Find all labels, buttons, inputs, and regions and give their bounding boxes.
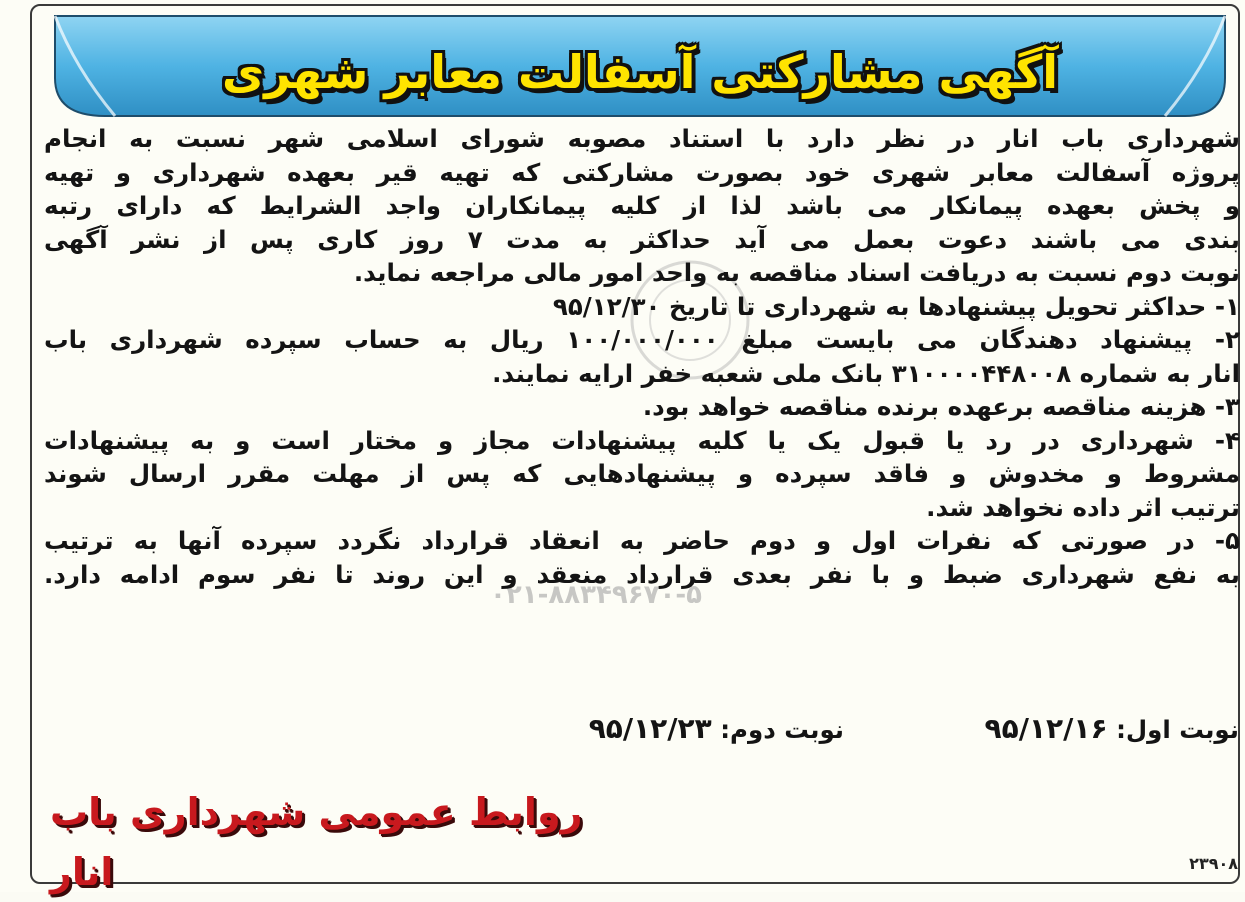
clause-4-end: ترتیب اثر داده نخواهد شد. xyxy=(926,492,1240,522)
clause-2-continued: انار به شماره ۳۱۰۰۰۰۴۴۸۰۰۸ بانک ملی شعبه خفر ارایه نمایند. xyxy=(492,358,1240,388)
body-line: نوبت دوم نسبت به دریافت اسناد مناقصه به واحد امور مالی مراجعه نماید. xyxy=(353,258,1240,287)
ad-number: ۲۳۹۰۸ xyxy=(1189,854,1238,873)
clause-5-continued: به نفع شهرداری ضبط و با نفر بعدی قرارداد منعقد و این روند تا نفر سوم ادامه دارد. xyxy=(44,559,1240,589)
body-line: پروژه آسفالت معابر شهری خود بصورت مشارکتی که تهیه قیر بعهده شهرداری و تهیه xyxy=(44,157,1240,187)
ad-body xyxy=(44,122,1240,591)
clause-3: ۳- هزینه مناقصه برعهده برنده مناقصه خواهد بود. xyxy=(642,392,1240,421)
clause-4: ۴- شهرداری در رد یا قبول یک یا کلیه پیشنهادات مجاز و مختار است و به پیشنهادات xyxy=(44,425,1240,455)
second-publication-date: ۹۵/۱۲/۲۳ xyxy=(588,712,712,745)
clause-1: ۱- حداکثر تحویل پیشنهادها به شهرداری تا تاریخ ۹۵/۱۲/۳۰ xyxy=(552,291,1240,321)
clause-2: ۲- پیشنهاد دهندگان می بایست مبلغ ۱۰۰/۰۰۰/۰۰۰ ریال به حساب سپرده شهرداری باب xyxy=(44,325,1240,354)
publisher-signature: روابط عمومی شهرداری باب انار xyxy=(50,790,583,894)
title-banner xyxy=(45,8,1235,120)
body-line: شهرداری باب انار در نظر دارد با استناد مصوبه شورای اسلامی شهر نسبت به انجام xyxy=(44,124,1240,153)
publication-dates xyxy=(43,712,1239,746)
body-line: و پخش بعهده پیمانکار می باشد لذا از کلیه پیمانکاران واجد الشرایط که دارای رتبه xyxy=(44,191,1240,220)
watermark-phone: ۰۲۱-۸۸۳۴۹۶۷۰-۵ xyxy=(490,580,703,610)
first-publication-label: نوبت اول: xyxy=(1116,715,1239,744)
clause-4-continued: مشروط و مخدوش و فاقد سپرده و پیشنهادهایی که پس از مهلت مقرر ارسال شوند xyxy=(44,459,1240,488)
body-line: بندی می باشند دعوت بعمل می آید حداکثر به مدت ۷ روز کاری پس از نشر آگهی xyxy=(44,224,1240,254)
first-publication-date: ۹۵/۱۲/۱۶ xyxy=(984,712,1108,745)
second-publication-label: نوبت دوم: xyxy=(720,715,844,744)
ad-title: آگهی مشارکتی آسفالت معابر شهری xyxy=(222,45,1058,99)
clause-5: ۵- در صورتی که نفرات اول و دوم حاضر به انعقاد قرارداد نگردد سپرده آنها به ترتیب xyxy=(44,526,1240,555)
first-publication xyxy=(985,712,1239,747)
second-publication xyxy=(589,712,844,747)
